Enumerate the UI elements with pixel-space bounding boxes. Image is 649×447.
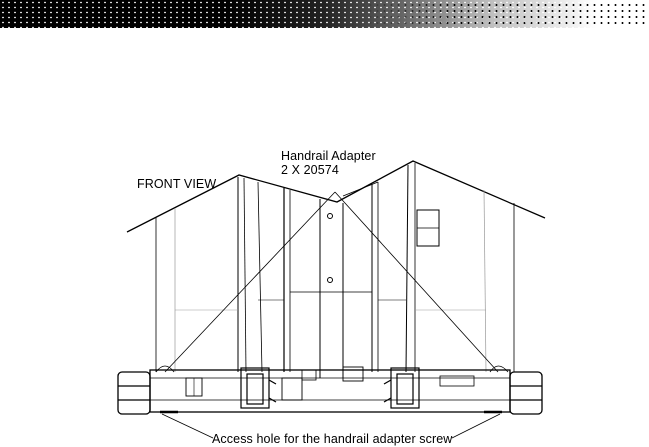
access-leader-right — [452, 414, 500, 438]
right-inner-wall — [406, 165, 408, 372]
access-hole-label: Access hole for the handrail adapter screw — [212, 432, 453, 446]
adapter-part-number: 2 X 20574 — [281, 163, 339, 177]
handrail-adapter-label: Handrail Adapter — [281, 149, 376, 163]
right-wheel — [384, 368, 419, 408]
left-wheel — [241, 368, 276, 408]
left-end-cap — [118, 372, 150, 414]
access-leader-left — [162, 414, 213, 438]
adapter-screw-hole-upper — [328, 214, 333, 219]
leader-line-left — [165, 192, 335, 372]
center-mount — [343, 367, 363, 381]
front-view-label: FRONT VIEW — [137, 177, 217, 191]
right-end-cap — [510, 372, 542, 414]
adapter-screw-hole-lower — [328, 278, 333, 283]
